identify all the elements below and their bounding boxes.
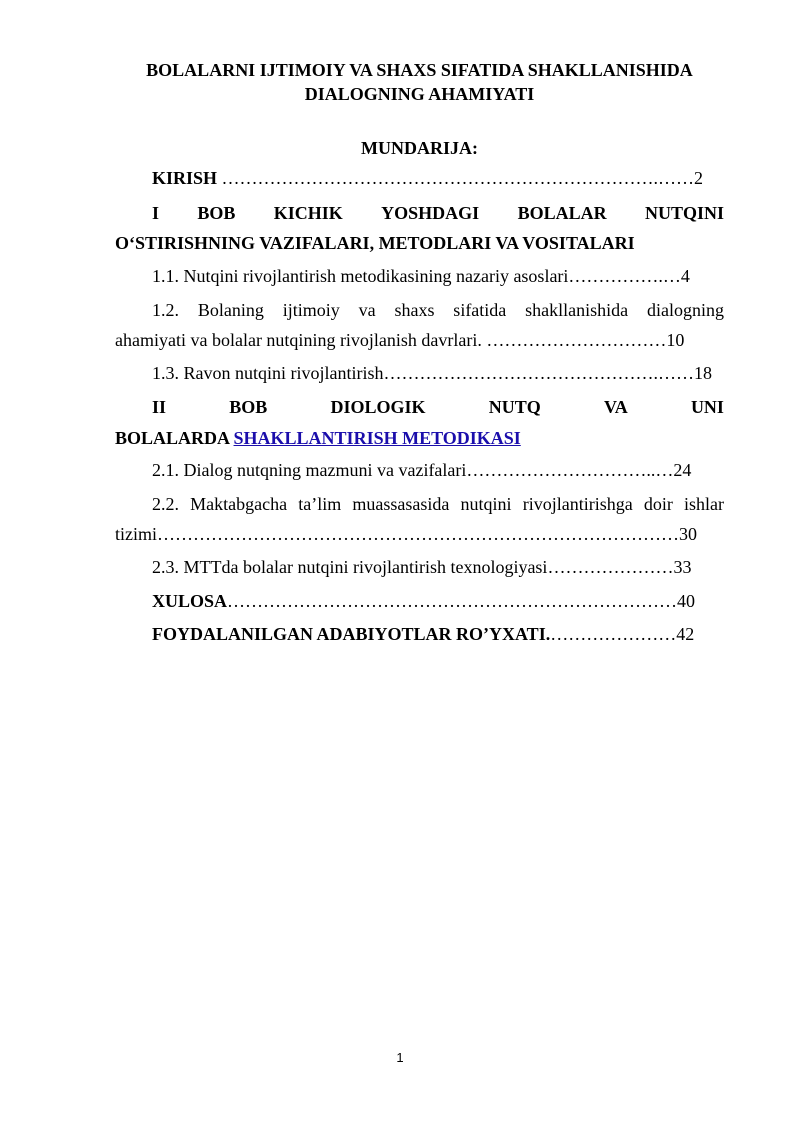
toc-chapter-1-line-2: O‘STIRISHNING VAZIFALARI, METODLARI VA VOSITALARI bbox=[115, 233, 635, 253]
toc-entry-1-1: 1.1. Nutqini rivojlantirish metodikasining nazariy asoslari…………….…4 bbox=[152, 266, 690, 286]
ch2-word: NUTQ bbox=[488, 397, 541, 417]
toc-entry-2-3: 2.3. MTTda bolalar nutqini rivojlantirish texnologiyasi…………………33 bbox=[152, 557, 692, 577]
ch2-prefix: BOLALARDA bbox=[115, 428, 234, 448]
ch1-word: BOLALAR bbox=[517, 203, 607, 223]
toc-chapter-2-line-1 bbox=[115, 393, 724, 421]
toc-entry-xulosa bbox=[115, 587, 724, 615]
toc-entry-1-2-line-1: 1.2. Bolaning ijtimoiy va shaxs sifatida shakllanishida dialogning bbox=[152, 300, 724, 320]
toc-entry-xulosa-page: …………………………………………………………………40 bbox=[227, 591, 696, 611]
document-title bbox=[115, 58, 724, 106]
toc-entry-2-2-line-1: 2.2. Maktabgacha ta’lim muassasasida nutqini rivojlantirishga doir ishlar bbox=[152, 494, 724, 514]
ch2-word: II bbox=[152, 397, 167, 417]
toc-entry-1-3: 1.3. Ravon nutqini rivojlantirish……………………………………….……18 bbox=[152, 363, 712, 383]
ch2-word: DIOLOGIK bbox=[330, 397, 426, 417]
toc-chapter-1-line-1 bbox=[115, 199, 724, 227]
toc-entry-kirish-page: ……………………………………………………………….……2 bbox=[217, 168, 704, 188]
toc-entry-adabiyotlar-page: …………………42 bbox=[550, 624, 695, 644]
toc-chapter-2-line-2 bbox=[115, 424, 724, 452]
toc-entry-kirish-label: KIRISH bbox=[152, 168, 218, 188]
ch1-word: NUTQINI bbox=[644, 203, 724, 223]
title-line-2: DIALOGNING AHAMIYATI bbox=[304, 84, 535, 104]
ch1-word: YOSHDAGI bbox=[381, 203, 480, 223]
toc-heading: MUNDARIJA: bbox=[361, 138, 478, 158]
ch2-link[interactable]: SHAKLLANTIRISH METODIKASI bbox=[233, 428, 521, 448]
toc-entry-kirish bbox=[115, 164, 724, 192]
ch1-word: BOB bbox=[197, 203, 236, 223]
ch1-word: KICHIK bbox=[273, 203, 343, 223]
toc-entry-adabiyotlar-label: FOYDALANILGAN ADABIYOTLAR RO’YXATI. bbox=[152, 624, 551, 644]
ch2-word: BOB bbox=[229, 397, 268, 417]
toc-entry-adabiyotlar bbox=[115, 620, 724, 648]
title-line-1: BOLALARNI IJTIMOIY VA SHAXS SIFATIDA SHAKLLANISHIDA bbox=[146, 60, 693, 80]
toc-entry-2-2-line-2: tizimi……………………………………………………………………………30 bbox=[115, 524, 697, 544]
toc-entry-xulosa-label: XULOSA bbox=[152, 591, 228, 611]
ch1-word: I bbox=[152, 203, 160, 223]
toc-entry-1-2-line-2: ahamiyati va bolalar nutqining rivojlanish davrlari. …………………………10 bbox=[115, 330, 685, 350]
ch2-word: VA bbox=[604, 397, 628, 417]
toc-entry-2-1: 2.1. Dialog nutqning mazmuni va vazifalari…………………………..…24 bbox=[152, 460, 692, 480]
ch2-word: UNI bbox=[690, 397, 724, 417]
page-number: 1 bbox=[396, 1050, 404, 1065]
